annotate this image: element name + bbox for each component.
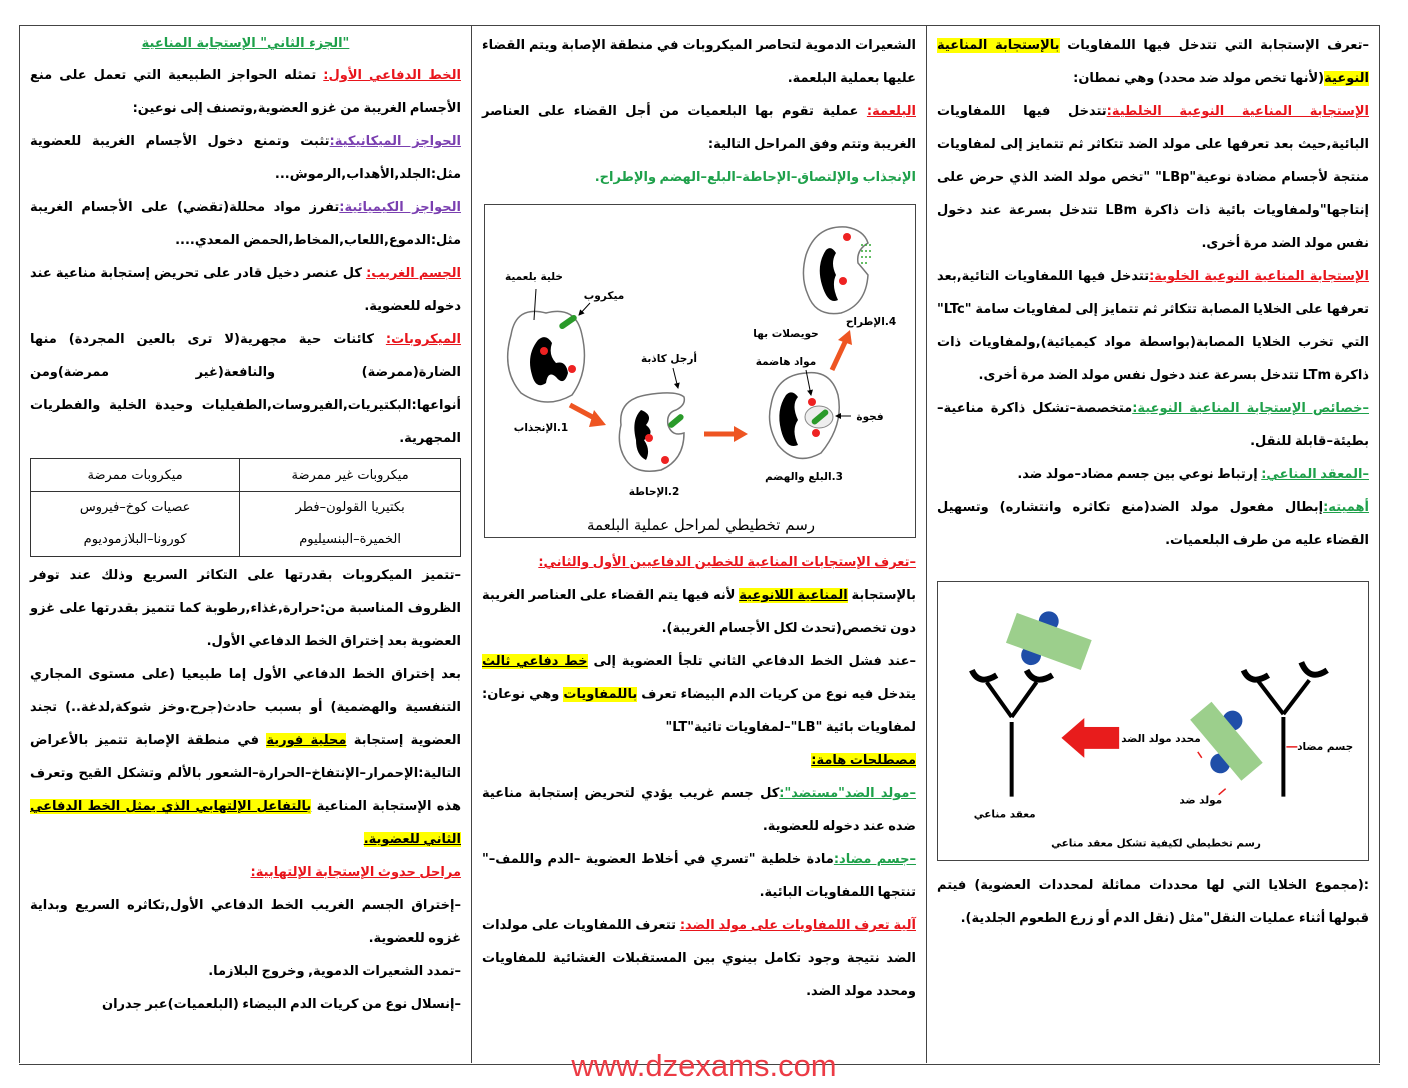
highlighted-term: الإنجذاب والإلتصاق–الإحاطة–البلع–الهضم والإطراح.: [594, 170, 916, 185]
label-step4: 4.الإطراح: [845, 316, 897, 328]
paragraph: [30, 59, 461, 125]
column-middle: [472, 25, 927, 1063]
left-paragraphs-top: [30, 59, 461, 455]
table-cell: [240, 492, 461, 557]
figure-caption: رسم تخطيطي لمراحل عملية البلعمة: [586, 516, 816, 534]
phagocyte-cell-4: [803, 227, 871, 314]
text-run: –إختراق الجسم الغريب الخط الدفاعي الأول,تكاثره السريع وبداية غزوه للعضوية.: [30, 898, 461, 946]
text-run: تتدخل فيها اللمفاويات التائية,بعد تعرفها على الخلايا المصابة تتكاثر ثم تتمايز إلى لمفاويات سامة "LTc" التي تخرب الخلايا المصابة(بواسطة مواد كيميائية),ولمفاويات ذات ذاكرة LTm تتدخل بسرعة عند دخول نفس مولد الضد مرة أخرى.: [937, 269, 1369, 383]
table-header: ميكروبات غير ممرضة: [240, 459, 461, 492]
text-run: تفرز مواد محللة(تقضي) على الأجسام الغريبة مثل:الدموع,اللعاب,المخاط,الحمض المعدي....: [30, 200, 461, 248]
paragraph: [30, 658, 461, 856]
antigen-bound: [1002, 601, 1097, 682]
highlighted-term: الإستجابة المناعية النوعية الخلوية:: [1149, 269, 1369, 284]
middle-paragraphs-top: [482, 29, 916, 194]
text-run: مادة خلطية "تسري في أخلاط العضوية –الدم واللمف–" تنتجها اللمفاويات البائية.: [482, 852, 916, 900]
highlighted-term: المناعية اللانوعية: [739, 588, 848, 603]
paragraph: [30, 955, 461, 988]
text-run: في منطقة الإصابة تتميز بالأعراض التالية:الإحمرار–الإنتفاخ–الحرارة–الشعور بالألم وتشكل القيح وتعرف هذه الإستجابة المناعية: [30, 733, 461, 814]
label-microbe: ميكروب: [583, 290, 625, 302]
paragraph: [482, 843, 916, 909]
text-run: عملية تقوم بها البلعميات من أجل القضاء على العناصر الغريبة وتتم وفق المراحل التالية:: [482, 104, 916, 152]
label-antigen: مولد ضد: [1179, 794, 1223, 807]
paragraph: [937, 95, 1369, 260]
antibody-shape: [1244, 662, 1328, 796]
paragraph: [30, 889, 461, 955]
text-run: –إنسلال نوع من كريات الدم البيضاء (البلعميات)عبر جدران: [101, 997, 461, 1012]
label-complex: معقد مناعي: [973, 808, 1036, 821]
paragraph: [30, 257, 461, 323]
highlighted-term: مصطلحات هامة:: [811, 753, 916, 768]
cell-line: عصيات كوخ–فيروس: [79, 500, 191, 515]
section-title: [30, 29, 461, 59]
right-paragraphs-bottom: [937, 869, 1369, 935]
paragraph: [937, 491, 1369, 557]
paragraph: [30, 191, 461, 257]
paragraph: [30, 323, 461, 455]
highlighted-term: خط دفاعي ثالث: [482, 654, 588, 669]
antibody-complex-shape: [972, 670, 1053, 796]
label-antibody: جسم مضاد: [1297, 740, 1354, 753]
text-run: –تعرف الإستجابة التي تتدخل فيها اللمفاويات: [1059, 38, 1370, 53]
text-run: تثبت وتمنع دخول الأجسام الغريبة للعضوية مثل:الجلد,الأهداب,الرموش...: [30, 134, 461, 182]
text-run: إرتباط نوعي بين جسم مضاد–مولد ضد.: [1017, 467, 1262, 482]
highlighted-term: مراحل حدوث الإستجابة الإلتهابية:: [250, 865, 461, 880]
table-cell: [31, 492, 240, 557]
highlighted-term: –مولد الضد"مستضد":: [779, 786, 916, 801]
highlighted-term: بالإستجابة المناعية النوعية: [937, 38, 1369, 86]
paragraph: [30, 856, 461, 889]
cell-line: كورونا–البلازموديوم: [83, 532, 187, 547]
text-run: تتدخل فيها اللمفاويات البائية,حيث بعد تعرفها على مولد الضد تتكاثر ثم تتمايز إلى لمفاويات منتجة لأجسام مضادة نوعية"LBp" "تخص مولد الضد الذي حرض على إنتاجها"ولمفاويات بائية ذات ذاكرة LBm تتدخل بسرعة عند دخول نفس مولد الضد مرة أخرى.: [937, 104, 1370, 251]
highlighted-term: آلية تعرف اللمفاويات على مولد الضد:: [679, 918, 916, 933]
middle-paragraphs-bottom: [482, 546, 916, 1008]
paragraph: [937, 458, 1369, 491]
text-run: كل عنصر دخيل قادر على تحريض إستجابة مناعية عند دخوله للعضوية.: [30, 266, 461, 314]
immune-complex-figure: [937, 581, 1369, 861]
paragraph: [937, 260, 1369, 392]
phagocyte-cell-2: [619, 393, 684, 471]
text-run: كل جسم غريب يؤدي لتحريض إستجابة مناعية ضده عند دخوله للعضوية.: [482, 786, 916, 834]
cell-line: الخميرة–البنسيليوم: [299, 532, 402, 547]
paragraph: [30, 559, 461, 658]
right-paragraphs-top: [937, 29, 1369, 557]
text-run: متخصصة–تشكل ذاكرة مناعية– بطيئة–قابلة للنقل.: [937, 401, 1369, 449]
cell-line: بكتيريا القولون–فطر: [295, 500, 405, 515]
highlighted-term: الحواجز الميكانيكية:: [329, 134, 461, 149]
text-run: إبطال مفعول مولد الضد(منع تكاثره وانتشاره) وتسهيل القضاء عليه من طرف البلعميات.: [937, 500, 1369, 548]
phagocyte-cell-3: [770, 373, 840, 459]
arrow-head: [734, 426, 748, 442]
label-step2: 2.الإحاطة: [628, 486, 680, 498]
label-pseudopods: أرجل كاذبة: [641, 353, 697, 365]
paragraph: [937, 29, 1369, 95]
highlighted-term: الحواجز الكيميائية:: [339, 200, 461, 215]
text-run: (لأنها تخص مولد ضد محدد) وهي نمطان:: [1073, 71, 1325, 86]
text-run: يتدخل فيه نوع من كريات الدم البيضاء تعرف: [637, 687, 916, 702]
paragraph: [482, 777, 916, 843]
text-run: تمثله الحواجز الطبيعية التي تعمل على منع الأجسام الغريبة من غزو العضوية,وتصنف إلى نوعين:: [30, 68, 461, 116]
text-run: –عند فشل الخط الدفاعي الثاني تلجأ العضوية إلى: [587, 654, 916, 669]
column-right: [927, 25, 1380, 1063]
arrow-left-icon: [1061, 718, 1119, 758]
paragraph: [30, 988, 461, 1021]
text-run: وهي نوعان: لمفاويات بائية "LB"–لمفاويات تائية"LT": [482, 687, 916, 735]
highlighted-term: الجسم الغريب:: [366, 266, 461, 281]
highlighted-term: أهميته:: [1323, 500, 1369, 515]
paragraph: [482, 95, 916, 161]
pointer-line: [579, 303, 590, 315]
table-header: ميكروبات ممرضة: [31, 459, 240, 492]
pointer-line: [673, 368, 678, 388]
arrow-icon: [832, 340, 846, 370]
text-run: لأنه فيها يتم القضاء على العناصر الغريبة دون تخصص(تحدث لكل الأجسام الغريبة).: [482, 588, 916, 636]
paragraph: [30, 125, 461, 191]
text-run: بالإستجابة: [847, 588, 916, 603]
highlighted-term: باللمفاويات: [563, 687, 638, 702]
label-step3: 3.البلع والهضم: [765, 471, 843, 483]
phagocytosis-figure: [484, 204, 916, 538]
section-title-text: "الجزء الثاني" الإستجابة المناعية: [141, 36, 350, 51]
paragraph: [482, 579, 916, 645]
table-row: [31, 492, 461, 557]
label-phagocyte: خلية بلعمية: [504, 271, 564, 283]
text-run: كائنات حية مجهرية(لا ترى بالعين المجردة) منها الضارة(ممرضة) والنافعة(غير ممرضة)ومن أنواعها:البكتيريات,الفيروسات,الطفيليات وحيدة الخلية والفطريات المجهرية.: [30, 332, 461, 446]
label-vacuole: فجوة: [856, 411, 884, 423]
highlighted-term: البلعمة:: [866, 104, 916, 119]
highlighted-term: الميكروبات:: [385, 332, 461, 347]
paragraph: [482, 744, 916, 777]
microbes-table: [30, 458, 461, 557]
highlighted-term: الخط الدفاعي الأول:: [323, 68, 461, 83]
text-run: :(مجموع الخلايا التي لها محددات مماثلة لمحددات العضوية) فيتم قبولها أثناء عمليات النقل"مثل (نقل الدم أو زرع الطعوم الجلدية).: [937, 878, 1369, 926]
paragraph: [482, 909, 916, 1008]
label-enzymes: مواد هاضمة: [755, 356, 817, 368]
paragraph: [482, 29, 916, 95]
left-paragraphs-bottom: [30, 559, 461, 1021]
highlighted-term: الإستجابة المناعية النوعية الخلطية:: [1106, 104, 1369, 119]
watermark: www.dzexams.com: [571, 1048, 837, 1083]
label-step1: 1.الإنجذاب: [513, 422, 569, 434]
arrow-head: [589, 410, 606, 427]
highlighted-term: –جسم مضاد:: [833, 852, 917, 867]
label-vesicles: حويصلات بها: [753, 328, 819, 340]
text-run: –تتميز الميكروبات بقدرتها على التكاثر السريع وذلك عند توفر الظروف المناسبة من:حرارة,غذاء,رطوبة كما تتميز بقدرتها على غزو العضوية بعد إختراق الخط الدفاعي الأول.: [30, 568, 461, 649]
highlighted-term: –المعقد المناعي:: [1261, 467, 1369, 482]
paragraph: [937, 869, 1369, 935]
column-left: [19, 25, 472, 1063]
paragraph: [937, 392, 1369, 458]
highlighted-term: محلية فورية: [266, 733, 347, 748]
paragraph: [482, 161, 916, 194]
pointer-line: [1198, 752, 1202, 758]
highlighted-term: بالتفاعل الإلتهابي الذي يمثل الخط الدفاعي الثاني للعضوية.: [30, 799, 461, 847]
figure-caption: رسم تخطيطي لكيفية تشكل معقد مناعي: [1051, 837, 1261, 850]
label-epitope: محدد مولد الضد: [1121, 732, 1201, 745]
highlighted-term: –تعرف الإستجابات المناعية للخطين الدفاعيين الأول والثاني:: [538, 555, 916, 570]
text-run: –تمدد الشعيرات الدموية, وخروج البلازما.: [208, 964, 461, 979]
paragraph: [482, 546, 916, 579]
text-run: تتعرف اللمفاويات على مولدات الضد نتيجة وجود تكامل بينوي بين المستقبلات الغشائية للمفاويات ومحدد مولد الضد.: [482, 918, 916, 999]
paragraph: [482, 645, 916, 744]
table-header-row: [31, 459, 461, 492]
phagocyte-cell-1: [508, 311, 585, 402]
text-run: بعد إختراق الخط الدفاعي الأول إما طبيعيا (على مستوى المجاري التنفسية والهضمية) أو بسبب حادث(جرح.وخز شوكة,لدغة..) تجند العضوية إستجابة: [30, 667, 461, 748]
text-run: الشعيرات الدموية لتحاصر الميكروبات في منطقة الإصابة ويتم القضاء عليها بعملية البلعمة.: [482, 38, 916, 86]
highlighted-term: –خصائص الإستجابة المناعية النوعية:: [1132, 401, 1369, 416]
